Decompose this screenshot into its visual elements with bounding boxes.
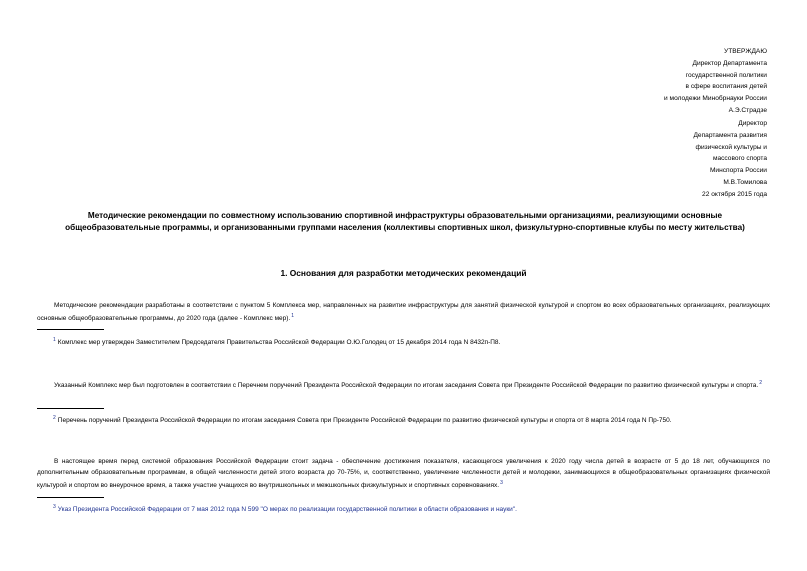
paragraph-3 xyxy=(37,456,770,491)
footnote-text: Перечень поручений Президента Российской Федерации по итогам заседания Совета при Президенте Российской Федерации по развитию физической культуры и спорта от 8 марта 2014 года N Пр-750. xyxy=(57,417,672,425)
approval-date: 22 октября 2015 года xyxy=(702,190,767,198)
footnote-ref-link[interactable]: 3 xyxy=(500,480,503,486)
decree-link[interactable]: Указ Президента Российской Федерации от 7 мая 2012 года N 599 "О мерах по реализации государственной политики в области образования и науки". xyxy=(57,506,517,514)
document-title: Методические рекомендации по совместному использованию спортивной инфраструктуры образовательными организациями, реализующими основные общеобразовательные программы, и организованными группами населения (коллективы спортивных школ, физкультурно-спортивные клубы по месту жительства) xyxy=(65,211,745,232)
footnote-2 xyxy=(53,413,768,426)
footnote-separator xyxy=(37,497,104,498)
approval-line: Директор Департамента xyxy=(692,59,767,67)
approval-line: физической культуры и xyxy=(695,143,767,151)
approval-line: и молодежи Минобрнауки России xyxy=(664,95,767,103)
approval-line: массового спорта xyxy=(712,155,767,163)
approval-line: в сфере воспитания детей xyxy=(685,83,767,91)
footnote-1 xyxy=(53,335,768,348)
approval-block-ministry-education xyxy=(547,46,767,117)
paragraph-1 xyxy=(37,300,770,324)
footnote-separator xyxy=(37,408,104,409)
approval-line: М.В.Томилова xyxy=(723,178,767,186)
footnote-mark[interactable]: 1 xyxy=(53,337,56,343)
footnote-ref-link[interactable]: 1 xyxy=(291,313,295,319)
paragraph-text: Указанный Комплекс мер был подготовлен в соответствии с Перечнем поручений Президента Российской Федерации по итогам заседания Совета при Президенте Российской Федерации по развитию физической культуры и спорта. xyxy=(54,382,759,390)
approval-line: Директор xyxy=(738,120,767,127)
paragraph-text: Методические рекомендации разработаны в соответствии с пунктом 5 Комплекса мер, направленных на развитие инфраструктуры для занятий физической культурой и спортом во всех образовательных организациях, реализующих основные общеобразовательные программы, до 2020 года (далее - Комплекс мер). xyxy=(37,302,770,323)
footnote-separator xyxy=(37,329,104,330)
footnote-mark[interactable]: 2 xyxy=(53,415,56,421)
footnote-mark[interactable]: 3 xyxy=(53,504,56,510)
approval-line: А.Э.Страдзе xyxy=(728,106,767,114)
approval-block-ministry-sport xyxy=(547,118,767,201)
approval-line: Минспорта России xyxy=(709,167,767,175)
paragraph-2 xyxy=(37,378,770,391)
approval-line: УТВЕРЖДАЮ xyxy=(724,48,767,55)
footnote-3 xyxy=(53,502,768,515)
approval-line: государственной политики xyxy=(685,71,767,79)
approval-line: Департамента развития xyxy=(693,131,767,139)
section-heading: 1. Основания для разработки методических рекомендаций xyxy=(280,268,527,278)
paragraph-text: В настоящее время перед системой образования Российской Федерации стоит задача - обеспечение достижения показателя, касающегося увеличения к 2020 году числа детей в возрасте от 5 до 18 лет, обучающихся по дополнительным образовательным программам, в общей численности детей этого возраста до 70-75%, и, соответственно, увеличение численности детей и молодежи, занимающихся в общеобразовательных организациях физической культурой и спортом во внеурочное время, а также участие учащихся во внутришкольных и межшкольных физкультурных и спортивных соревнованиях. xyxy=(37,458,770,490)
footnote-text: Комплекс мер утвержден Заместителем Председателя Правительства Российской Федерации О.Ю.Голодец от 15 декабря 2014 года N 8432п-П8. xyxy=(57,339,501,347)
footnote-ref-link[interactable]: 2 xyxy=(759,380,763,386)
